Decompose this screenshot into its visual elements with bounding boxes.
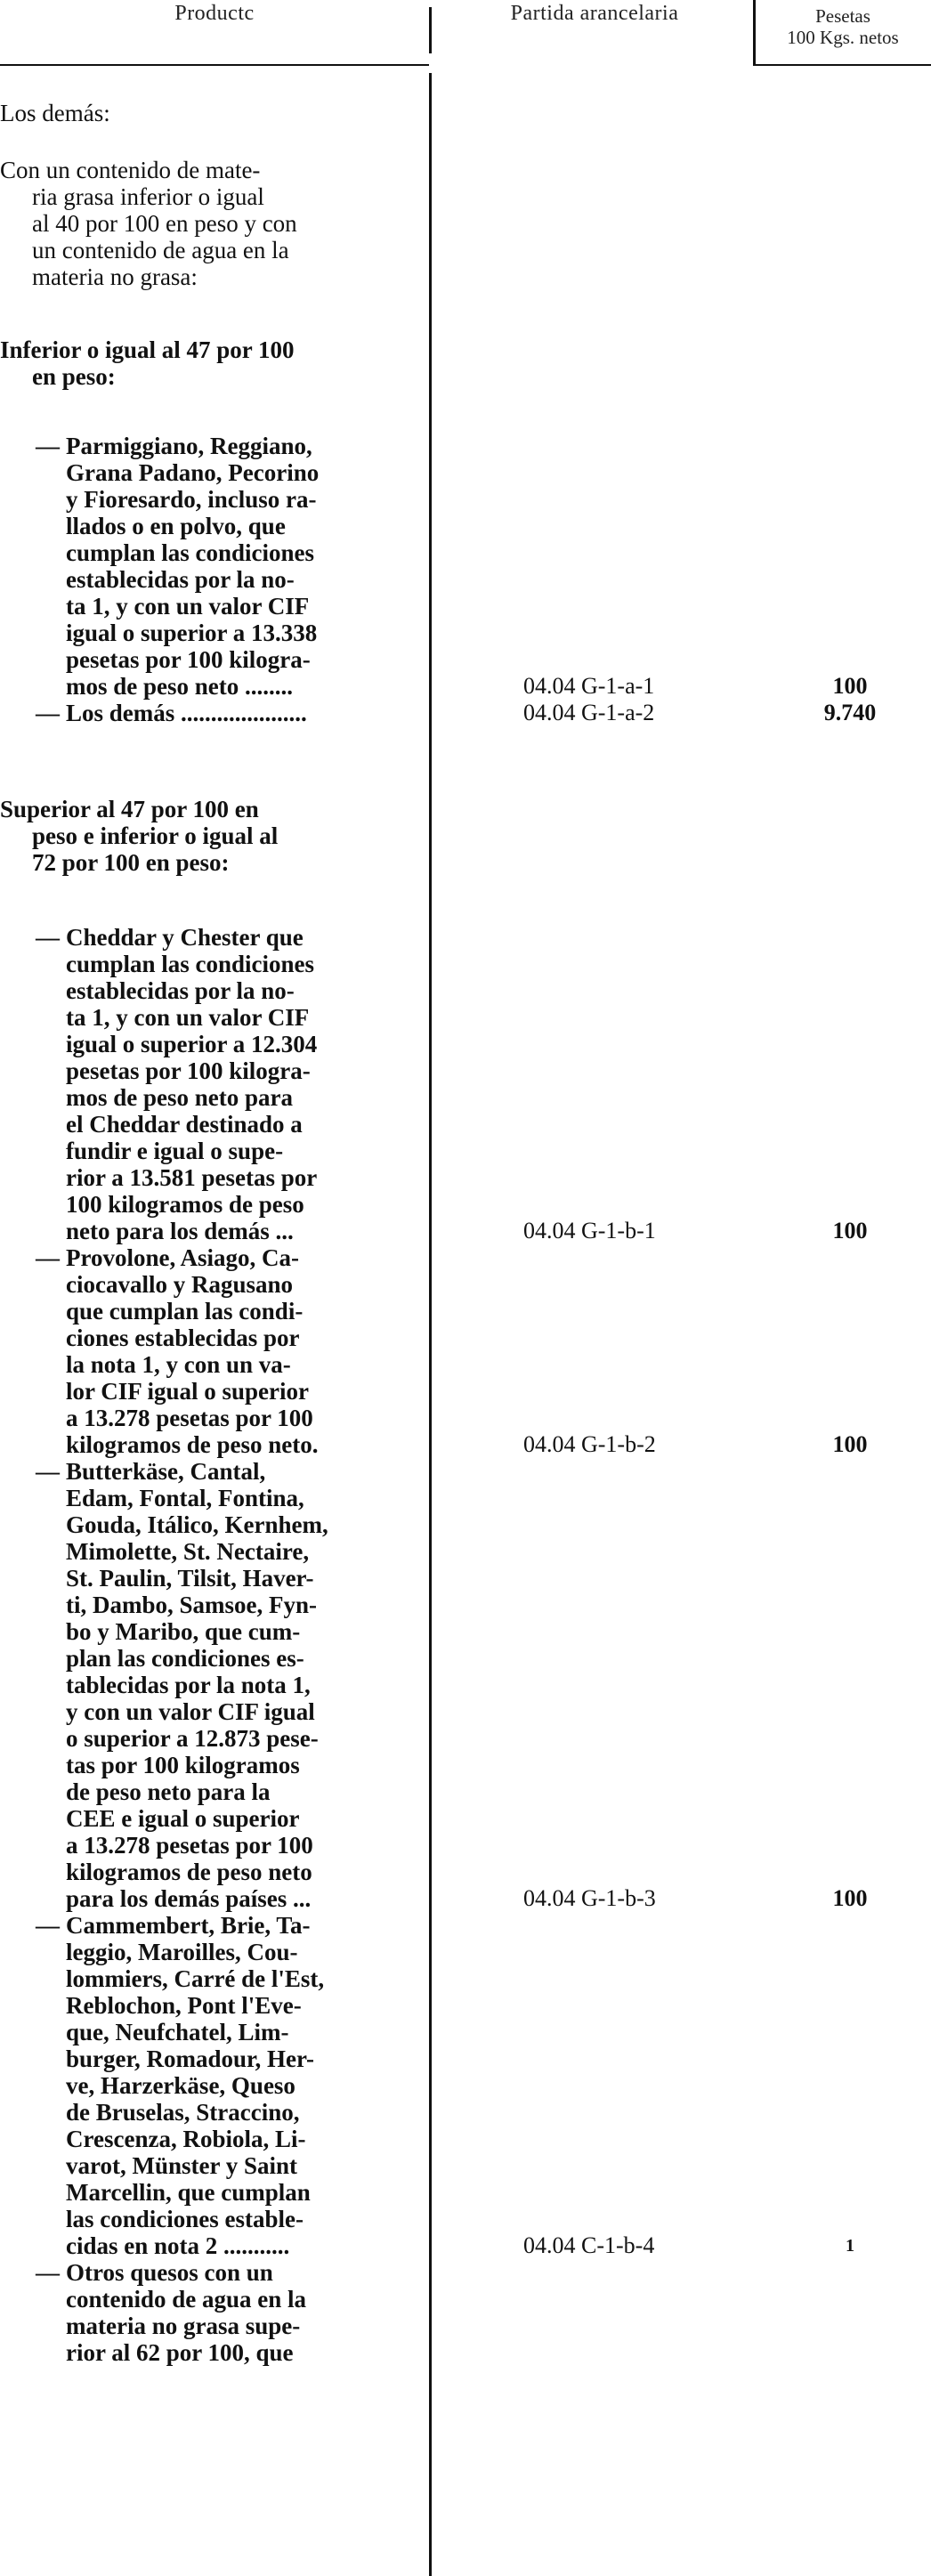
dash-marker: —	[36, 924, 60, 951]
tariff-value: 9.740	[823, 700, 877, 725]
list-item-cammembert	[36, 1912, 427, 2259]
text-line: plan las condiciones es-	[66, 1645, 304, 1672]
dash-marker: —	[36, 433, 60, 459]
text-line: materia no grasa supe-	[66, 2313, 301, 2339]
text-line: cumplan las condiciones	[66, 951, 315, 977]
tariff-value: 100	[832, 1218, 868, 1243]
text-superior	[0, 796, 425, 876]
text-line: que cumplan las condi-	[66, 1298, 304, 1324]
text-line: fundir e igual o supe-	[66, 1138, 284, 1164]
tariff-value: 100	[832, 673, 868, 699]
text-line: ria grasa inferior o igual	[32, 183, 264, 210]
header-rule-left	[0, 64, 429, 66]
list-item-text	[36, 1458, 427, 1912]
list-item-cheddar	[36, 924, 427, 1244]
text-line: las condiciones estable-	[66, 2206, 304, 2232]
text-line: cumplan las condiciones	[66, 539, 315, 566]
text-line: Gouda, Itálico, Kernhem,	[66, 1511, 328, 1538]
text-line: Crescenza, Robiola, Li-	[66, 2126, 306, 2152]
text-line: Cammembert, Brie, Ta-	[66, 1912, 311, 1939]
text-line: 100 kilogramos de peso	[66, 1191, 304, 1218]
text-line: el Cheddar destinado a	[66, 1111, 303, 1138]
text-line: y Fioresardo, incluso ra-	[66, 486, 317, 513]
tariff-code: 04.04 G-1-a-2	[523, 700, 655, 725]
text-line: tas por 100 kilogramos	[66, 1752, 300, 1778]
header-pesetas-line1: Pesetas	[815, 5, 870, 27]
tariff-code: 04.04 C-1-b-4	[523, 2232, 655, 2258]
list-item-butterkase	[36, 1458, 427, 1912]
text-line: establecidas por la no-	[66, 977, 295, 1004]
header-pesetas	[755, 5, 931, 68]
text-line: Los demás .....................	[66, 700, 307, 726]
list-item-text	[36, 700, 427, 726]
header-productos: Productc	[174, 2, 255, 25]
tariff-value: 100	[832, 1431, 868, 1457]
text-line: a 13.278 pesetas por 100	[66, 1405, 313, 1431]
text-line: a 13.278 pesetas por 100	[66, 1832, 313, 1859]
text-line: ciones establecidas por	[66, 1324, 300, 1351]
dash-marker: —	[36, 700, 60, 726]
text-line: Con un contenido de mate-	[0, 157, 261, 183]
tariff-code: 04.04 G-1-b-3	[523, 1885, 656, 1911]
tariff-value: 100	[832, 1885, 868, 1911]
list-item-parmiggiano	[36, 433, 427, 700]
text-line: Cheddar y Chester que	[66, 924, 304, 951]
list-item-text	[36, 1244, 427, 1458]
text-line: Marcellin, que cumplan	[66, 2179, 311, 2206]
text-line: ciocavallo y Ragusano	[66, 1271, 294, 1298]
text-line: Inferior o igual al 47 por 100	[0, 336, 295, 363]
text-line: igual o superior a 12.304	[66, 1031, 318, 1057]
text-line: mos de peso neto ........	[66, 673, 293, 700]
text-line: ta 1, y con un valor CIF	[66, 593, 310, 620]
text-line: Grana Padano, Pecorino	[66, 459, 320, 486]
text-line: pesetas por 100 kilogra-	[66, 1057, 311, 1084]
text-line: peso e inferior o igual al	[32, 822, 279, 849]
dash-marker: —	[36, 1244, 60, 1271]
text-line: materia no grasa:	[32, 263, 198, 290]
text-line: o superior a 12.873 pese-	[66, 1725, 319, 1752]
text-line: igual o superior a 13.338	[66, 620, 318, 646]
text-line: Superior al 47 por 100 en	[0, 796, 259, 822]
list-item-text	[36, 924, 427, 1244]
text-line: rior a 13.581 pesetas por	[66, 1164, 318, 1191]
text-line: ti, Dambo, Samsoe, Fyn-	[66, 1592, 317, 1618]
text-line: burger, Romadour, Her-	[66, 2045, 314, 2072]
text-los-demas: Los demás:	[0, 100, 110, 126]
text-line: kilogramos de peso neto.	[66, 1431, 319, 1458]
dash-marker: —	[36, 1912, 60, 1939]
tariff-code: 04.04 G-1-a-1	[523, 673, 655, 699]
tariff-code: 04.04 G-1-b-1	[523, 1218, 656, 1243]
list-item-los-demas	[36, 700, 427, 726]
column-divider-header-2	[753, 0, 756, 64]
text-line: St. Paulin, Tilsit, Haver-	[66, 1565, 314, 1592]
list-item-text	[36, 2259, 427, 2366]
text-line: pesetas por 100 kilogra-	[66, 646, 311, 673]
text-line: para los demás países ...	[66, 1885, 312, 1912]
column-divider-header-1	[429, 7, 432, 53]
list-item-text	[36, 1912, 427, 2259]
column-divider-1	[429, 73, 432, 2576]
list-item-otros-quesos	[36, 2259, 427, 2366]
text-line: CEE e igual o superior	[66, 1805, 300, 1832]
text-line: ta 1, y con un valor CIF	[66, 1004, 310, 1031]
text-line: tablecidas por la nota 1,	[66, 1672, 311, 1698]
header-rule-right	[753, 64, 931, 66]
text-line: Provolone, Asiago, Ca-	[66, 1244, 299, 1271]
header-pesetas-line2: 100 Kgs. netos	[787, 27, 899, 48]
text-line: la nota 1, y con un va-	[66, 1351, 291, 1378]
text-line: que, Neufchatel, Lim-	[66, 2019, 289, 2045]
text-line: Reblochon, Pont l'Eve-	[66, 1992, 302, 2019]
text-line: bo y Maribo, que cum-	[66, 1618, 301, 1645]
tariff-code: 04.04 G-1-b-2	[523, 1431, 656, 1457]
text-con-contenido	[0, 157, 425, 290]
text-line: mos de peso neto para	[66, 1084, 293, 1111]
text-line: contenido de agua en la	[66, 2286, 307, 2313]
text-line: leggio, Maroilles, Cou-	[66, 1939, 298, 1965]
text-line: Mimolette, St. Nectaire,	[66, 1538, 310, 1565]
text-line: de peso neto para la	[66, 1778, 271, 1805]
text-line: de Bruselas, Straccino,	[66, 2099, 300, 2126]
text-line: al 40 por 100 en peso y con	[32, 210, 297, 237]
text-line: rior al 62 por 100, que	[66, 2339, 294, 2366]
text-line: ve, Harzerkäse, Queso	[66, 2072, 295, 2099]
text-line: 72 por 100 en peso:	[32, 849, 230, 876]
header-partida: Partida arancelaria	[510, 2, 679, 25]
text-line: cidas en nota 2 ...........	[66, 2232, 290, 2259]
text-line: Parmiggiano, Reggiano,	[66, 433, 312, 459]
text-line: Otros quesos con un	[66, 2259, 273, 2286]
list-item-provolone	[36, 1244, 427, 1458]
text-inferior	[0, 336, 425, 390]
text-line: Butterkäse, Cantal,	[66, 1458, 266, 1485]
dash-marker: —	[36, 2259, 60, 2286]
list-item-text	[36, 433, 427, 700]
text-line: neto para los demás ...	[66, 1218, 294, 1244]
text-line: lor CIF igual o superior	[66, 1378, 310, 1405]
dash-marker: —	[36, 1458, 60, 1485]
text-line: llados o en polvo, que	[66, 513, 286, 539]
text-line: un contenido de agua en la	[32, 237, 289, 263]
text-line: establecidas por la no-	[66, 566, 295, 593]
text-line: varot, Münster y Saint	[66, 2152, 298, 2179]
text-line: lommiers, Carré de l'Est,	[66, 1965, 325, 1992]
text-line: y con un valor CIF igual	[66, 1698, 315, 1725]
text-line: kilogramos de peso neto	[66, 1859, 312, 1885]
text-line: Edam, Fontal, Fontina,	[66, 1485, 304, 1511]
tariff-value: 1	[846, 2236, 854, 2256]
text-line: en peso:	[32, 363, 116, 390]
